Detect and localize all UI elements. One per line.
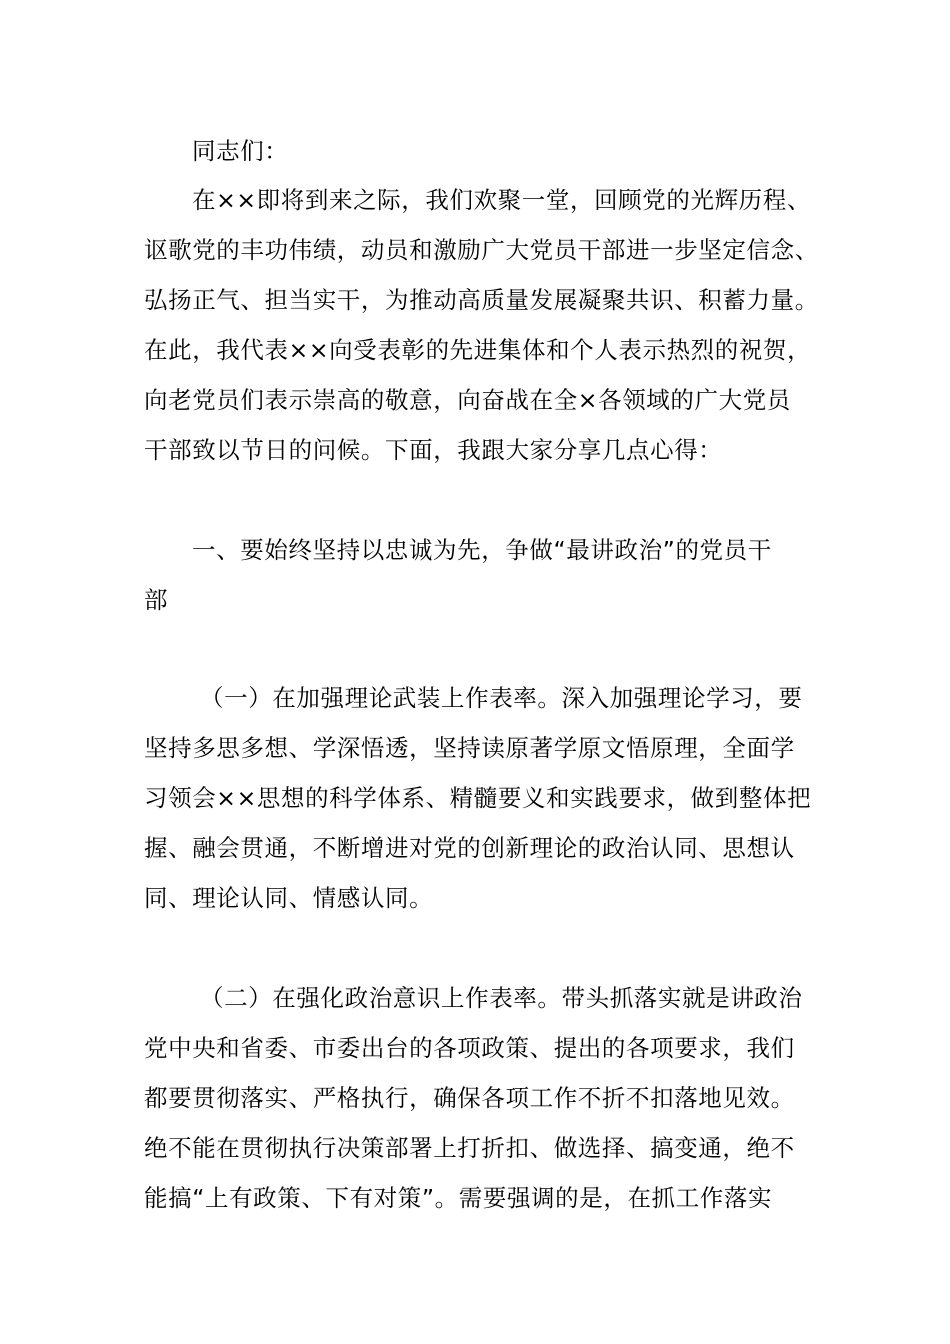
subsection-2-line-3: 都要贯彻落实、严格执行，确保各项工作不折不扣落地见效。 xyxy=(144,1084,795,1112)
section-heading-1-cont: 部 xyxy=(144,586,169,614)
intro-line-2: 讴歌党的丰功伟绩，动员和激励广大党员干部进一步坚定信念、 xyxy=(144,236,819,264)
subsection-2-line-5: 能搞“上有政策、下有对策”。需要强调的是，在抓工作落实 xyxy=(144,1184,773,1212)
intro-line-1: 在××即将到来之际，我们欢聚一堂，回顾党的光辉历程、 xyxy=(192,186,811,214)
subsection-1-line-1: （一）在加强理论武装上作表率。深入加强理论学习，要 xyxy=(200,684,803,712)
intro-line-6: 干部致以节日的问候。下面，我跟大家分享几点心得： xyxy=(144,436,723,464)
subsection-1-line-2: 坚持多思多想、学深悟透，坚持读原著学原文悟原理，全面学 xyxy=(144,734,795,762)
subsection-1-line-4: 握、融会贯通，不断增进对党的创新理论的政治认同、思想认 xyxy=(144,834,795,862)
subsection-2-line-1: （二）在强化政治意识上作表率。带头抓落实就是讲政治 xyxy=(200,984,803,1012)
intro-line-4: 在此，我代表××向受表彰的先进集体和个人表示热烈的祝贺， xyxy=(144,336,812,364)
subsection-1-line-3: 习领会××思想的科学体系、精髓要义和实践要求，做到整体把 xyxy=(144,784,812,812)
subsection-1-line-5: 同、理论认同、情感认同。 xyxy=(144,884,434,912)
intro-line-3: 弘扬正气、担当实干，为推动高质量发展凝聚共识、积蓄力量。 xyxy=(144,286,819,314)
subsection-2-line-4: 绝不能在贯彻执行决策部署上打折扣、做选择、搞变通，绝不 xyxy=(144,1134,795,1162)
subsection-2-line-2: 党中央和省委、市委出台的各项政策、提出的各项要求，我们 xyxy=(144,1034,795,1062)
section-heading-1: 一、要始终坚持以忠诚为先，争做“最讲政治”的党员干 xyxy=(192,536,772,564)
intro-line-5: 向老党员们表示崇高的敬意，向奋战在全×各领域的广大党员 xyxy=(144,386,791,414)
greeting: 同志们： xyxy=(192,137,289,165)
